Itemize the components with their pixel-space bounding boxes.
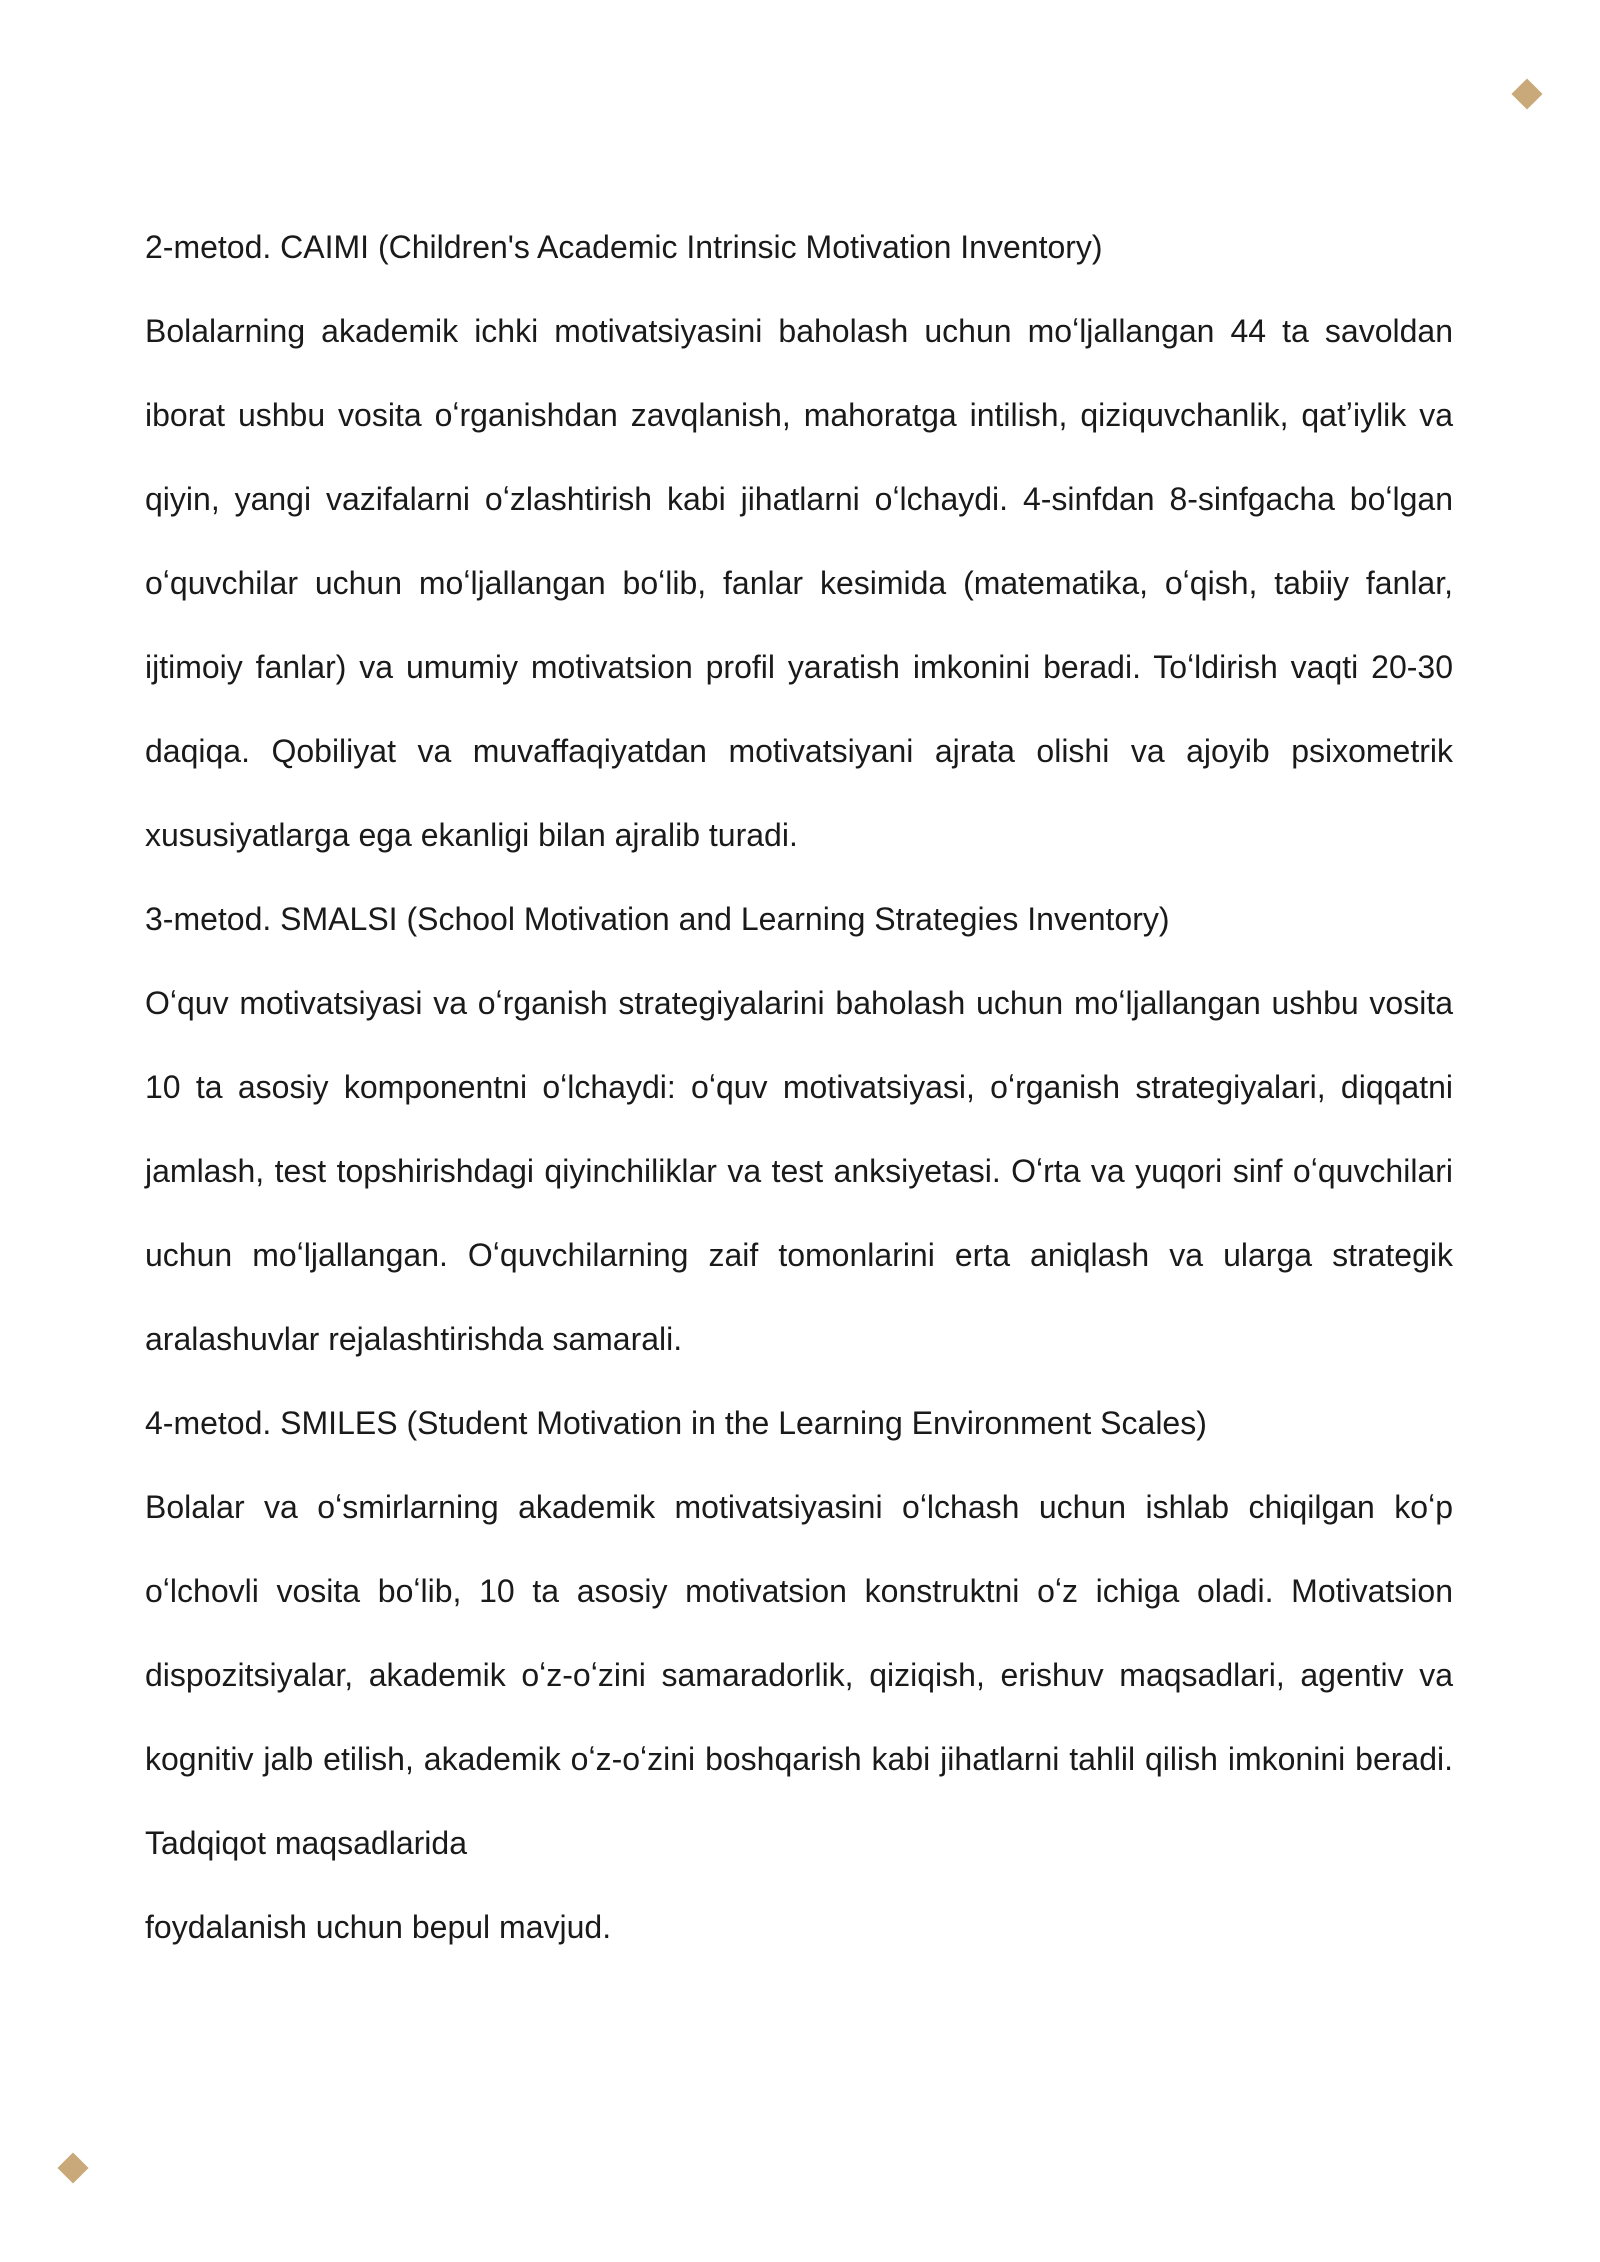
section-paragraph: Bolalar va oʻsmirlarning akademik motivatsiyasini oʻlchash uchun ishlab chiqilgan koʻp oʻlchovli vosita boʻlib, 10 ta asosiy motivatsion konstruktni oʻz ichiga oladi. Motivatsion dispozitsiyalar, akademik oʻz-oʻzini samaradorlik, qiziqish, erishuv maqsadlari, agentiv va kognitiv jalb etilish, akademik oʻz-oʻzini boshqarish kabi jihatlarni tahlil qilish imkonini beradi. Tadqiqot maqsadlarida (145, 1489, 1453, 1861)
section-heading: 2-metod. CAIMI (Children's Academic Intrinsic Motivation Inventory) (145, 229, 1103, 265)
diamond-ornament-icon (1511, 78, 1542, 109)
section-paragraph: Oʻquv motivatsiyasi va oʻrganish strategiyalarini baholash uchun moʻljallangan ushbu vosita 10 ta asosiy komponentni oʻlchaydi: oʻquv motivatsiyasi, oʻrganish strategiyalari, diqqatni jamlash, test topshirishdagi qiyinchiliklar va test anksiyetasi. Oʻrta va yuqori sinf oʻquvchilari uchun moʻljallangan. Oʻquvchilarning zaif tomonlarini erta aniqlash va ularga strategik aralashuvlar rejalashtirishda samarali. (145, 985, 1453, 1357)
section-paragraph-tail: foydalanish uchun bepul mavjud. (145, 1909, 612, 1945)
section-heading: 4-metod. SMILES (Student Motivation in the Learning Environment Scales) (145, 1405, 1207, 1441)
section-paragraph: Bolalarning akademik ichki motivatsiyasini baholash uchun moʻljallangan 44 ta savoldan iborat ushbu vosita oʻrganishdan zavqlanish, mahoratga intilish, qiziquvchanlik, qatʼiylik va qiyin, yangi vazifalarni oʻzlashtirish kabi jihatlarni oʻlchaydi. 4-sinfdan 8-sinfgacha boʻlgan oʻquvchilar uchun moʻljallangan boʻlib, fanlar kesimida (matematika, oʻqish, tabiiy fanlar, ijtimoiy fanlar) va umumiy motivatsion profil yaratish imkonini beradi. Toʻldirish vaqti 20-30 daqiqa. Qobiliyat va muvaffaqiyatdan motivatsiyani ajrata olishi va ajoyib psixometrik xususiyatlarga ega ekanligi bilan ajralib turadi. (145, 313, 1453, 853)
document-body (145, 205, 1453, 1969)
section-heading: 3-metod. SMALSI (School Motivation and Learning Strategies Inventory) (145, 901, 1170, 937)
diamond-ornament-icon (57, 2152, 88, 2183)
